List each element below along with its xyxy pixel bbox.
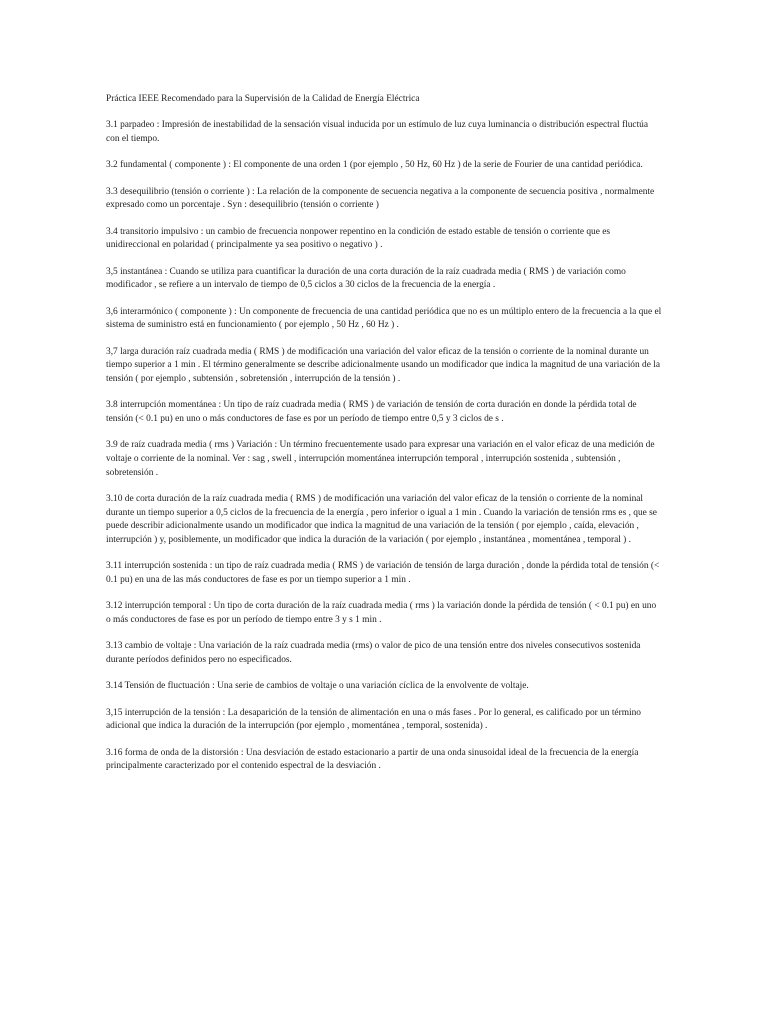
definition-3-15-interrupcion-de-la-tension: 3,15 interrupción de la tensión : La desaparición de la tensión de alimentación en una o más fases . Por lo general, es calificado por un término adicional que indica la duración de la interrupción (por ejemplo , momentánea , temporal, sostenida) . <box>106 707 641 732</box>
definition-3-9-variacion-rms: 3.9 de raíz cuadrada media ( rms ) Variación : Un término frecuentemente usado para expresar una variación en el valor eficaz de una medición de voltaje o corriente de la nominal. Ver : sag , swell , interrupción momentánea interrupción temporal , interrupción sostenida , subtensión , sobretensión . <box>106 440 655 478</box>
definition-3-7-larga-duracion: 3,7 larga duración raíz cuadrada media ( RMS ) de modificación una variación del valor eficaz de la tensión o corriente de la nominal durante un tiempo superior a 1 min . El término generalmente se describe adicionalmente usando un modificador que indica la magnitud de una variación de la tensión ( por ejemplo , subtensión , sobretensión , interrupción de la tensión ) . <box>106 346 660 384</box>
definition-3-13-cambio-de-voltaje: 3.13 cambio de voltaje : Una variación de la raíz cuadrada media (rms) o valor de pico de una tensión entre dos niveles consecutivos sostenida durante períodos definidos pero no especificados. <box>106 641 641 666</box>
definition-3-1-parpadeo: 3.1 parpadeo : Impresión de inestabilidad de la sensación visual inducida por un estímulo de luz cuya luminancia o distribución espectral fluctúa con el tiempo. <box>106 120 649 144</box>
definition-3-2-fundamental: 3.2 fundamental ( componente ) : El componente de una orden 1 (por ejemplo , 50 Hz, 60 Hz ) de la serie de Fourier de una cantidad periódica. <box>106 160 643 171</box>
definition-3-5-instantanea: 3,5 instantánea : Cuando se utiliza para cuantificar la duración de una corta duración de la raíz cuadrada media ( RMS ) de variación como modificador , se refiere a un intervalo de tiempo de 0,5 ciclos a 30 ciclos de la frecuencia de la energía . <box>106 266 626 291</box>
document-title: Práctica IEEE Recomendado para la Supervisión de la Calidad de Energía Eléctrica <box>106 94 420 104</box>
definition-3-8-interrupcion-momentanea: 3.8 interrupción momentánea : Un tipo de raíz cuadrada media ( RMS ) de variación de tensión de corta duración en donde la pérdida total de tensión (< 0.1 pu) en uno o más conductores de fase es por un período de tiempo entre 0,5 y 3 ciclos de s . <box>106 400 637 424</box>
definition-3-6-interarmonico: 3,6 interarmónico ( componente ) : Un componente de frecuencia de una cantidad periódica que no es un múltiplo entero de la frecuencia a la que el sistema de suministro está en funcionamiento ( por ejemplo , 50 Hz , 60 Hz ) . <box>106 306 662 331</box>
definition-3-12-interrupcion-temporal: 3.12 interrupción temporal : Un tipo de corta duración de la raíz cuadrada media ( rms ) la variación donde la pérdida de tensión ( < 0.1 pu) en uno o más conductores de fase es por un período de tiempo entre 3 y s 1 min . <box>106 601 657 626</box>
definition-3-14-tension-de-fluctuacion: 3.14 Tensión de fluctuación : Una serie de cambios de voltaje o una variación cíclica de la envolvente de voltaje. <box>106 681 529 692</box>
document-page <box>106 93 662 787</box>
definition-3-10-corta-duracion: 3.10 de corta duración de la raíz cuadrada media ( RMS ) de modificación una variación del valor eficaz de la tensión o corriente de la nominal durante un tiempo superior a 0,5 ciclos de la frecuencia de la energía , pero inferior o igual a 1 min . Cuando la variación de tensión rms es , que se puede describir adicionalmente usando un modificador que indica la magnitud de una variación de la tensión ( por ejemplo , caída, elevación , interrupción ) y, posiblemente, un modificador que indica la duración de la variación ( por ejemplo , instantánea , momentánea , temporal ) . <box>106 494 657 546</box>
definition-3-4-transitorio-impulsivo: 3.4 transitorio impulsivo : un cambio de frecuencia nonpower repentino en la condición de estado estable de tensión o corriente que es unidireccional en polaridad ( principalmente ya sea positivo o negativo ) . <box>106 226 611 251</box>
definition-3-16-forma-de-onda: 3.16 forma de onda de la distorsión : Una desviación de estado estacionario a partir de una onda sinusoidal ideal de la frecuencia de la energía principalmente caracterizado por el contenido espectral de la desviación . <box>106 747 639 772</box>
definition-3-11-interrupcion-sostenida: 3.11 interrupción sostenida : un tipo de raíz cuadrada media ( RMS ) de variación de tensión de larga duración , donde la pérdida total de tensión (< 0.1 pu) en una de las más conductores de fase es por un tiempo superior a 1 min . <box>106 561 660 586</box>
definition-3-3-desequilibrio: 3.3 desequilibrio (tensión o corriente ) : La relación de la componente de secuencia negativa a la componente de secuencia positiva , normalmente expresado como un porcentaje . Syn : desequilibrio (tensión o corriente ) <box>106 186 655 211</box>
